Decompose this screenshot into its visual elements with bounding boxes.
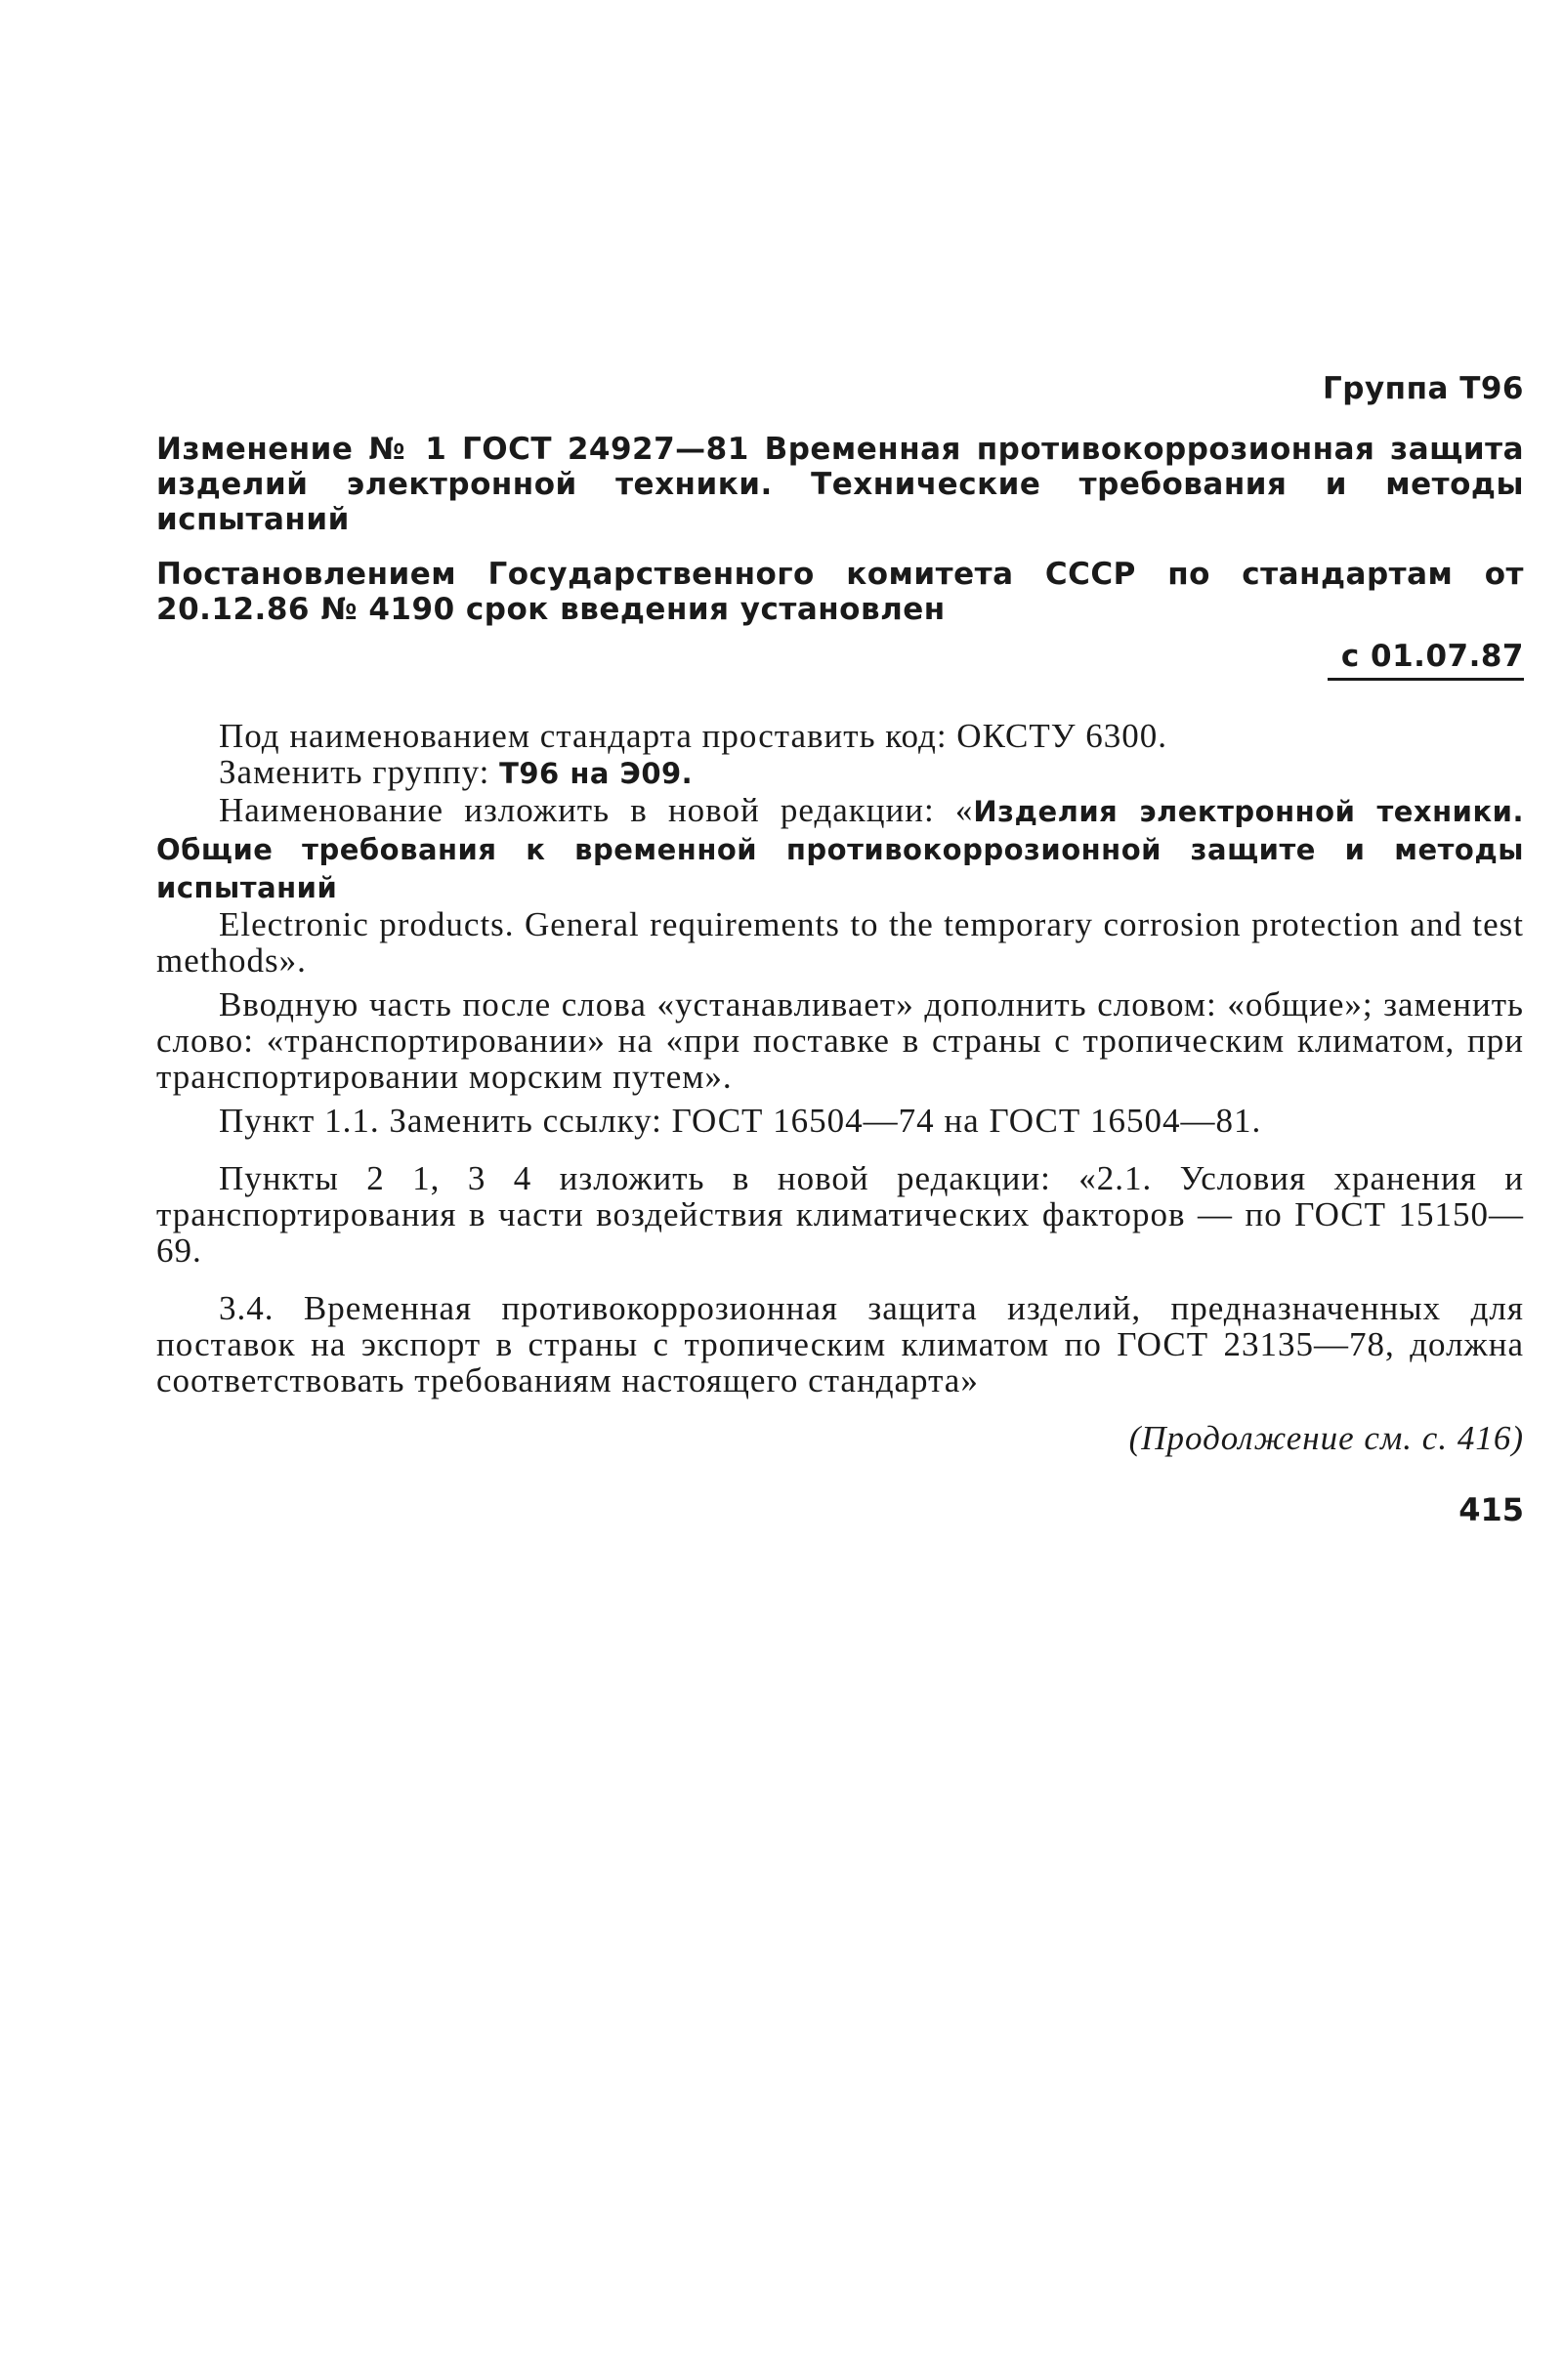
amendment-body (156, 718, 1524, 1456)
amendment-heading: Изменение № 1 ГОСТ 24927—81 Временная противокоррозионная защита изделий электронной техники. Технические требования и методы испытаний (156, 432, 1524, 537)
resolution-text: Постановлением Государственного комитета СССР по стандартам от 20.12.86 № 4190 срок введения установлен (156, 557, 1524, 627)
continuation-note: (Продолжение см. с. 416) (1128, 1419, 1524, 1457)
paragraph-group-replace-bold: Т96 на Э09. (499, 757, 694, 790)
paragraph-english-title: Electronic products. General requirements to the temporary corrosion protection and test methods». (156, 905, 1524, 980)
paragraph-group-replace (156, 754, 1524, 792)
effective-date: с 01.07.87 (1328, 639, 1524, 681)
page-number: 415 (1458, 1491, 1524, 1528)
paragraph-clause-3-4: 3.4. Временная противокоррозионная защита изделий, предназначенных для поставок на экспорт в страны с тропическим климатом по ГОСТ 23135—78, должна соответствовать требованиям настоящего стандарта» (156, 1289, 1524, 1399)
group-code: Группа Т96 (1323, 371, 1524, 406)
effective-date-row (156, 639, 1524, 681)
paragraph-introduction: Вводную часть после слова «устанавливает» дополнить словом: «общие»; заменить слово: «транспортировании» на «при поставке в страны с тропическим климатом, при транспортировании морским путем». (156, 985, 1524, 1096)
paragraph-okstu: Под наименованием стандарта проставить код: ОКСТУ 6300. (219, 717, 1168, 755)
paragraph-new-title (156, 792, 1524, 906)
document-page (156, 371, 1524, 1528)
paragraph-new-title-prefix: Наименование изложить в новой редакции: « (219, 791, 974, 829)
paragraph-clause-1-1: Пункт 1.1. Заменить ссылку: ГОСТ 16504—74 на ГОСТ 16504—81. (219, 1102, 1262, 1140)
paragraph-clauses-2-1-3-4: Пункты 2 1, 3 4 изложить в новой редакции: «2.1. Условия хранения и транспортирования в части воздействия климатических факторов — по ГОСТ 15150—69. (156, 1159, 1524, 1270)
paragraph-group-replace-prefix: Заменить группу: (219, 753, 500, 791)
paragraph-new-title-bold: Изделия электронной техники. Общие требования к временной противокоррозионной защите и методы испытаний (156, 795, 1525, 904)
